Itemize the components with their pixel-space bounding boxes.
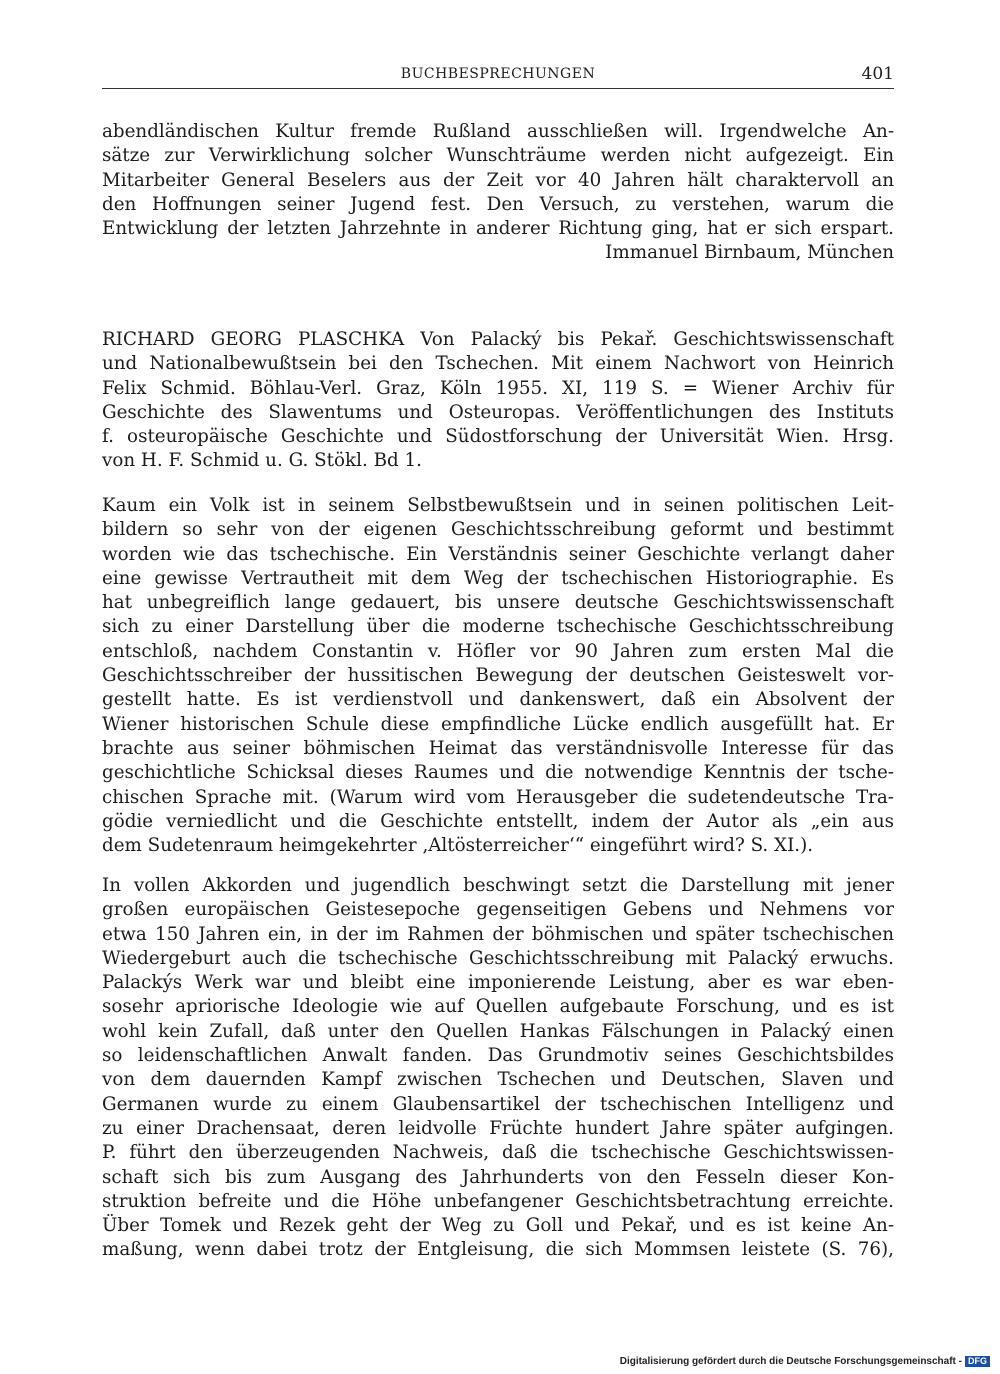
text-line: sosehr apriorische Ideologie wie auf Quellen aufgebaute Forschung, und es ist [102, 996, 894, 1018]
running-title: BUCHBESPRECHUNGEN [400, 66, 596, 82]
reviewer-signature: Immanuel Birnbaum, München [605, 242, 894, 264]
citation-line: Geschichte des Slawentums und Osteuropas. Veröffentlichungen des Instituts [102, 401, 894, 423]
text-line: Palackýs Werk war und bleibt eine imponierende Leistung, aber es war eben- [102, 972, 894, 994]
text-line: maßung, wenn dabei trotz der Entgleisung, die sich Mommsen leistete (S. 76), [102, 1239, 894, 1261]
review-end-paragraph [102, 120, 894, 266]
text-line: so leidenschaftlichen Anwalt fanden. Das Grundmotiv seines Geschichtsbildes [102, 1045, 894, 1067]
text-line: In vollen Akkorden und jugendlich beschwingt setzt die Darstellung mit jener [102, 875, 894, 896]
text-line: gödie verniedlicht und die Geschichte entstellt, indem der Autor als „ein aus [102, 810, 894, 832]
review-paragraph-2 [102, 874, 894, 1263]
text-line: eine gewisse Vertrautheit mit dem Weg der tschechischen Historiographie. Es [102, 567, 894, 589]
text-line: entschloß, nachdem Constantin v. Höfler vor 90 Jahren zum ersten Mal die [102, 640, 894, 662]
text-line: brachte aus seiner böhmischen Heimat das verständnisvolle Interesse für das [102, 737, 894, 759]
text-line: etwa 150 Jahren ein, in der im Rahmen der böhmischen und später tschechischen [102, 923, 894, 945]
text-line: abendländischen Kultur fremde Rußland ausschließen will. Irgendwelche An- [102, 121, 894, 142]
text-line: sätze zur Verwirklichung solcher Wunschträume werden nicht aufgezeigt. Ein [102, 145, 894, 167]
text-line: wohl kein Zufall, daß unter den Quellen Hankas Fälschungen in Palacký einen [102, 1020, 894, 1042]
text-line: Wiener historischen Schule diese empfindliche Lücke endlich ausgefüllt hat. Er [102, 713, 894, 735]
text-line: den Hoffnungen seiner Jugend fest. Den Versuch, zu verstehen, warum die [102, 193, 894, 215]
citation-line: und Nationalbewußtsein bei den Tschechen. Mit einem Nachwort von Heinrich [102, 353, 894, 375]
text-line: von dem dauernden Kampf zwischen Tschechen und Deutschen, Slaven und [102, 1069, 894, 1091]
text-line: Über Tomek und Rezek geht der Weg zu Goll und Pekař, und es ist keine An- [102, 1215, 894, 1237]
text-line: Kaum ein Volk ist in seinem Selbstbewußtsein und in seinen politischen Leit- [102, 495, 894, 516]
review-paragraph-1 [102, 494, 894, 858]
citation-line: f. osteuropäische Geschichte und Südostforschung der Universität Wien. Hrsg. [102, 426, 894, 448]
text-line: Geschichtsschreiber der hussitischen Bewegung der deutschen Geisteswelt vor- [102, 665, 894, 687]
text-line: gestellt hatte. Es ist verdienstvoll und dankenswert, daß ein Absolvent der [102, 689, 894, 711]
citation-line: Felix Schmid. Böhlau-Verl. Graz, Köln 1955. XI, 119 S. = Wiener Archiv für [102, 377, 894, 399]
text-line: hat unbegreiflich lange gedauert, bis unsere deutsche Geschichtswissenschaft [102, 592, 894, 614]
text-line: sich zu einer Darstellung über die moderne tschechische Geschichtsschreibung [102, 616, 894, 638]
digitization-footer [620, 1356, 990, 1367]
text-line: Mitarbeiter General Beselers aus der Zeit vor 40 Jahren hält charaktervoll an [102, 169, 894, 191]
text-line: dem Sudetenraum heimgekehrter ‚Altösterreicher‘“ eingeführt wird? S. XI.). [102, 835, 814, 857]
text-line: Wiedergeburt auch die tschechische Geschichtsschreibung mit Palacký erwuchs. [102, 947, 894, 969]
citation-line: von H. F. Schmid u. G. Stökl. Bd 1. [102, 450, 422, 472]
text-line: Entwicklung der letzten Jahrzehnte in anderer Richtung ging, hat er sich erspart. [102, 218, 894, 240]
text-line: chischen Sprache mit. (Warum wird vom Herausgeber die sudetendeutsche Tra- [102, 786, 894, 808]
text-line: Germanen wurde zu einem Glaubensartikel der tschechischen Intelligenz und [102, 1093, 894, 1115]
text-line: zu einer Drachensaat, deren leidvolle Früchte hundert Jahre später aufgingen. [102, 1117, 894, 1139]
book-citation [102, 328, 894, 474]
footer-text: Digitalisierung gefördert durch die Deutsche Forschungsgemeinschaft - [619, 1356, 962, 1368]
text-line: schaft sich bis zum Ausgang des Jahrhunderts von den Fesseln dieser Kon- [102, 1166, 894, 1188]
page-number: 401 [861, 64, 894, 84]
text-line: geschichtliche Schicksal dieses Raumes und die notwendige Kenntnis der tsche- [102, 762, 894, 784]
text-line: P. führt den überzeugenden Nachweis, daß die tschechische Geschichtswissen- [102, 1142, 894, 1164]
dfg-logo-icon: DFG [965, 1356, 990, 1367]
page-header [102, 64, 894, 89]
text-line: großen europäischen Geistesepoche gegenseitigen Gebens und Nehmens vor [102, 899, 894, 921]
text-line: bildern so sehr von der eigenen Geschichtsschreibung geformt und bestimmt [102, 519, 894, 541]
citation-line: RICHARD GEORG PLASCHKA Von Palacký bis Pekař. Geschichtswissenschaft [102, 329, 894, 350]
text-line: struktion befreite und die Höhe unbefangener Geschichtsbetrachtung erreichte. [102, 1190, 894, 1212]
text-line: worden wie das tschechische. Ein Verständnis seiner Geschichte verlangt daher [102, 543, 894, 565]
